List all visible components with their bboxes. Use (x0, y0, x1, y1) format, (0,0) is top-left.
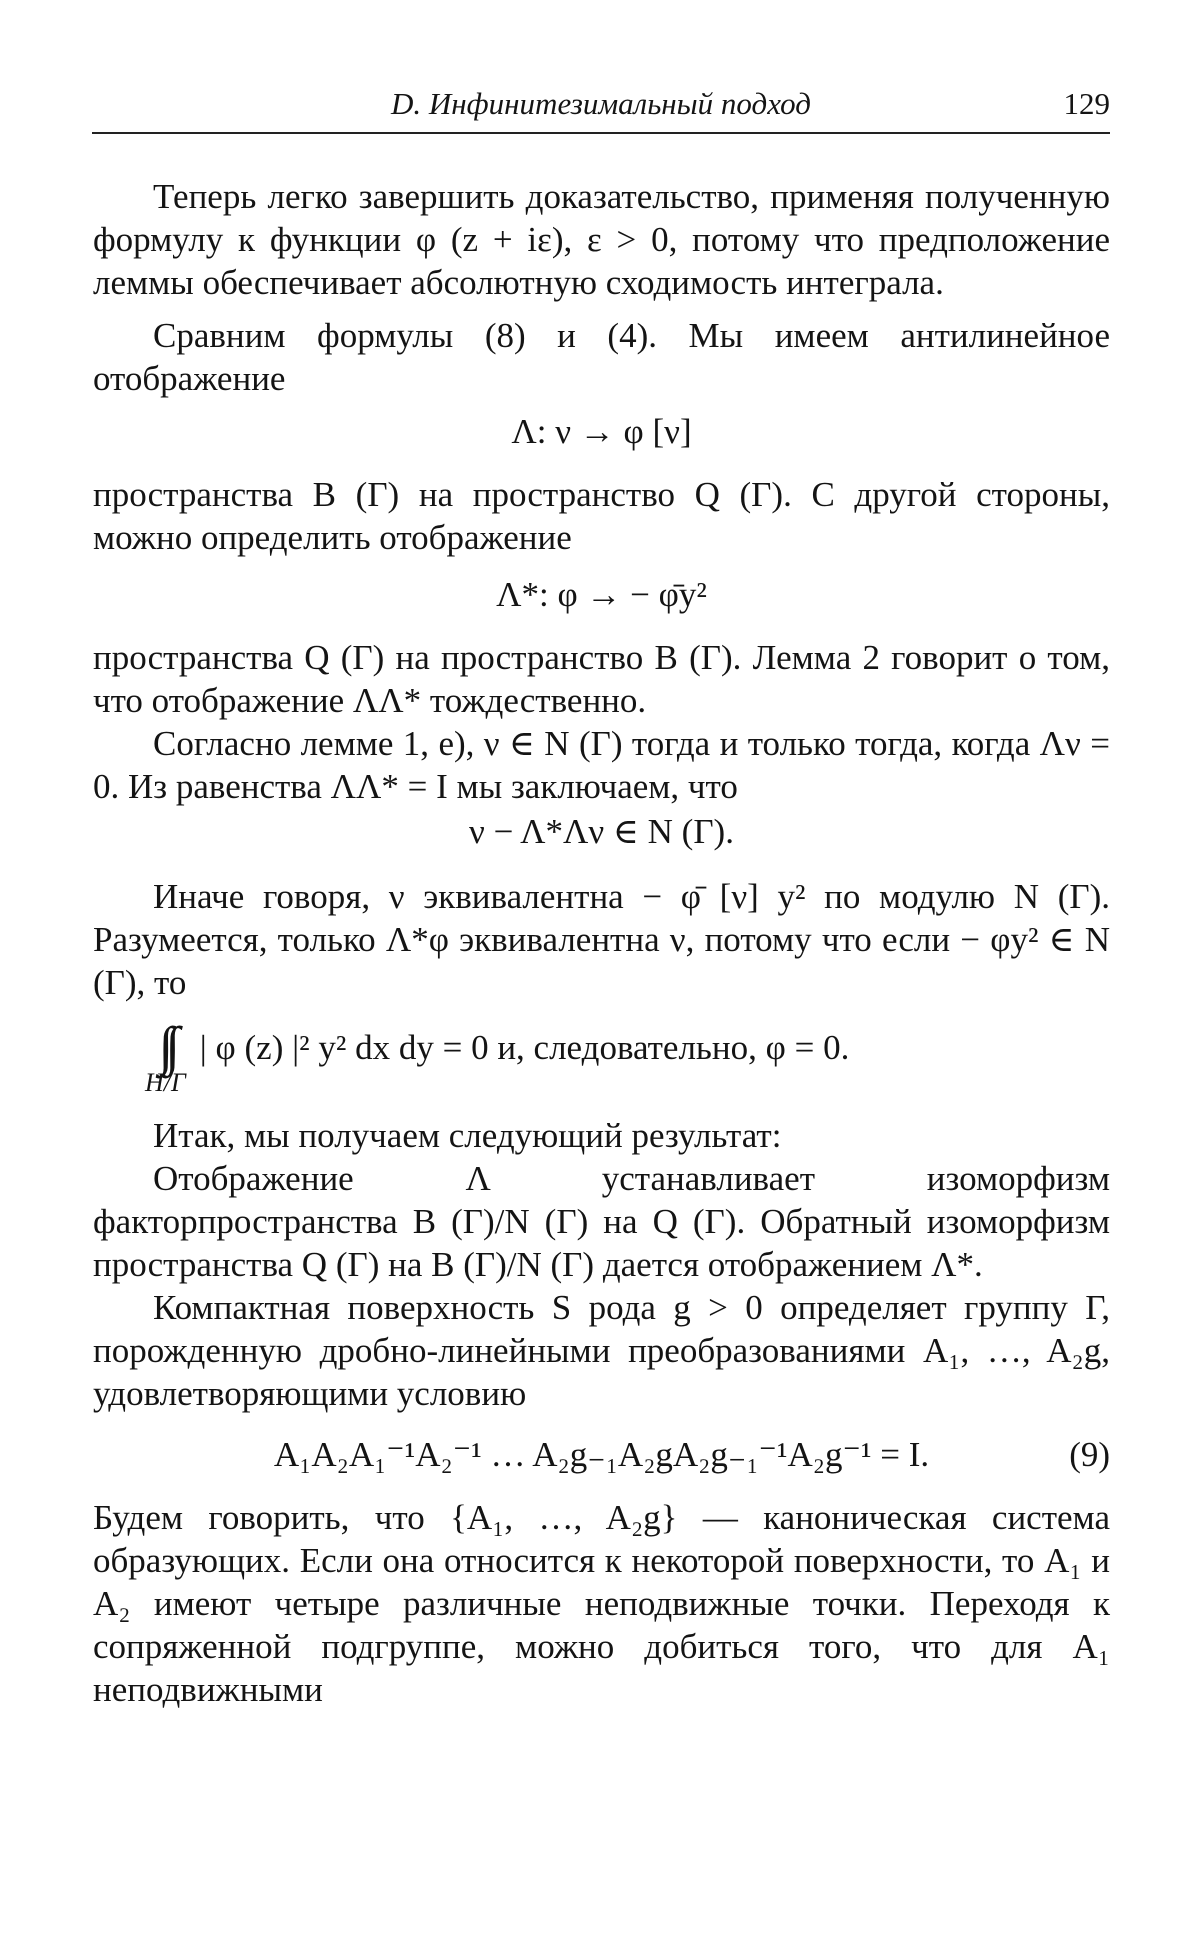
formula-lambda-star: Λ*: φ → − φ̄y² (496, 575, 707, 614)
paragraph-5: Согласно лемме 1, е), ν ∈ N (Γ) тогда и только тогда, когда Λν = 0. Из равенства ΛΛ* = I мы заключаем, что (93, 724, 1110, 806)
paragraph-9: Компактная поверхность S рода g > 0 определяет группу Γ, порожденную дробно-линейными преобразованиями A₁, …, A₂g, удовлетворяющими условию (93, 1288, 1110, 1413)
paragraph-8: Отображение Λ устанавливает изоморфизм факторпространства B (Γ)/N (Γ) на Q (Γ). Обратный изоморфизм пространства Q (Γ) на B (Γ)/N (Γ) дается отображением Λ*. (93, 1159, 1110, 1284)
running-title: D. Инфинитезимальный подход (391, 86, 811, 121)
integral-expression: | φ (z) |² y² dx dy = 0 и, следовательно, φ = 0. (199, 1028, 850, 1067)
paragraph-10: Будем говорить, что {A₁, …, A₂g} — каноническая система образующих. Если она относится к некоторой поверхности, то A₁ и A₂ имеют четыре различные неподвижные точки. Переходя к сопряженной подгруппе, можно добиться того, что для A₁ неподвижными (93, 1498, 1110, 1709)
paragraph-6: Иначе говоря, ν эквивалентна − φ̄ [ν] y² по модулю N (Γ). Разумеется, только Λ*φ эквивалентна ν, потому что если − φy² ∈ N (Γ), то (93, 877, 1110, 1002)
relation-expression: A₁A₂A₁⁻¹A₂⁻¹ … A₂g₋₁A₂gA₂g₋₁⁻¹A₂g⁻¹ = I. (273, 1435, 930, 1474)
paragraph-1: Теперь легко завершить доказательство, применяя полученную формулу к функции φ (z + iε), ε > 0, потому что предположение леммы обеспечивает абсолютную сходимость интеграла. (93, 177, 1110, 302)
double-integral (145, 1016, 186, 1097)
formula-integral (145, 1016, 1110, 1097)
equation-number: (9) (1069, 1435, 1110, 1474)
formula-lambda: Λ: ν → φ [ν] (511, 412, 692, 451)
page-body (93, 175, 1110, 1711)
paragraph-4: пространства Q (Γ) на пространство B (Γ). Лемма 2 говорит о том, что отображение ΛΛ* тождественно. (93, 638, 1110, 720)
integral-sign: ∫∫ (158, 1016, 173, 1076)
running-header (92, 82, 1110, 134)
paragraph-3: пространства B (Γ) на пространство Q (Γ). С другой стороны, можно определить отображение (93, 475, 1110, 557)
formula-relation (93, 1433, 1110, 1476)
paragraph-7: Итак, мы получаем следующий результат: (153, 1116, 782, 1155)
integral-limits: H/Γ (145, 1068, 186, 1097)
page-number: 129 (1063, 86, 1110, 121)
formula-quotient: ν − Λ*Λν ∈ N (Γ). (469, 812, 734, 851)
paragraph-2: Сравним формулы (8) и (4). Мы имеем антилинейное отображение (93, 316, 1110, 398)
